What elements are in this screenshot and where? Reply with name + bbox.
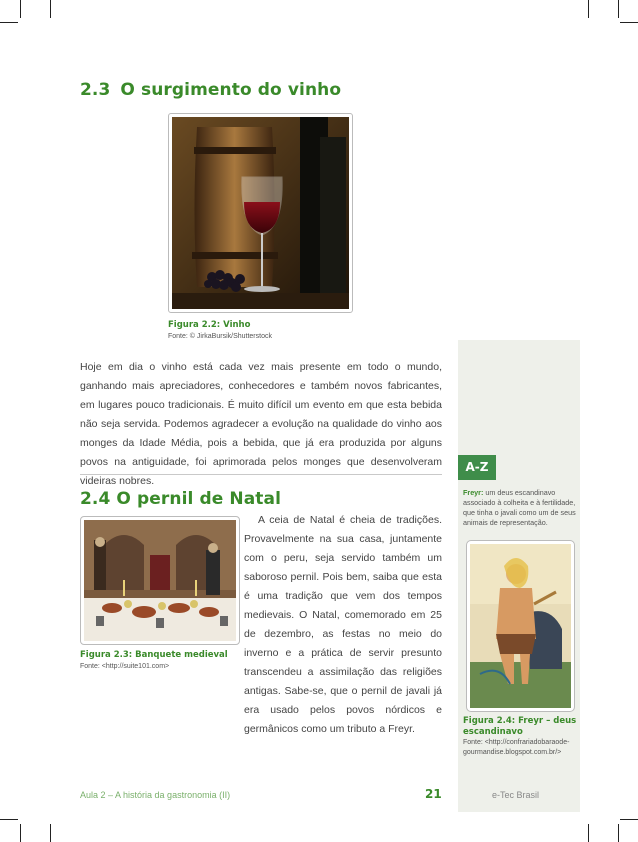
crop-mark	[588, 0, 589, 18]
section-heading-2-3	[80, 80, 341, 100]
paragraph-christmas-ham	[244, 511, 442, 739]
freyr-illustration	[470, 544, 571, 708]
crop-mark	[20, 824, 21, 842]
freyr-illustration-frame	[466, 540, 575, 712]
crop-mark	[620, 22, 638, 23]
footer-chapter: Aula 2 – A história da gastronomia (II)	[80, 790, 231, 800]
wine-photo	[168, 113, 353, 313]
az-badge: A-Z	[458, 455, 496, 480]
figure-label: Figura 2.4: Freyr – deus escandinavo	[463, 716, 577, 737]
figure-label: Figura 2.3: Banquete medieval	[80, 650, 228, 660]
figure-2-2-caption	[168, 320, 272, 342]
section-heading-2-4: 2.4 O pernil de Natal	[80, 489, 282, 509]
figure-source: Fonte: <http://suite101.com>	[80, 663, 170, 670]
crop-mark	[588, 824, 589, 842]
paragraph-wine: Hoje em dia o vinho está cada vez mais presente em todo o mundo, ganhando mais apreciadores, conhecedores e também novos fabricantes, em lugares pouco tradicionais. É muito difícil um evento em que esta bebida não seja servida. Podemos agradecer a evolução na qualidade do vinho aos monges da Idade Média, pois a bebida, que já era produzida por alguns povos na antiguidade, foi aprimorada pelos monges que desenvolveram videiras nobres.	[80, 361, 442, 487]
crop-mark	[618, 824, 619, 842]
crop-mark	[20, 0, 21, 18]
glossary-term: Freyr:	[463, 488, 484, 497]
page-number: 21	[425, 787, 442, 801]
crop-mark	[0, 22, 18, 23]
figure-2-3-caption	[80, 650, 228, 672]
glossary-text: um deus escandinavo associado à colheita e à fertilidade, que tinha o javali como um de seus animais de representação.	[463, 488, 576, 527]
figure-source: Fonte: © JirkaBursik/Shutterstock	[168, 333, 272, 340]
crop-mark	[620, 819, 638, 820]
paragraph-text: A ceia de Natal é cheia de tradições. Provavelmente na sua casa, juntamente com o peru, seja servido também um saboroso pernil. Pois bem, saiba que esta é uma tradição que vem dos tempos medievais. O Natal, comemorado em 25 de dezembro, as festas no meio do inverno e a prática de servir presunto transcendeu a assimilação das religiões antigas. Sabe-se, que o pernil de javali já era usado pelos povos nórdicos e germânicos como um tributo a Freyr.	[244, 514, 442, 735]
figure-2-4-caption	[463, 716, 579, 758]
banquet-photo	[80, 516, 240, 645]
crop-mark	[50, 0, 51, 18]
crop-mark	[50, 824, 51, 842]
figure-source: Fonte: <http://confrariadobaraode-gourmandise.blogspot.com.br/>	[463, 739, 570, 756]
glossary-definition	[463, 488, 577, 528]
section-title: O surgimento do vinho	[120, 80, 342, 100]
crop-mark	[0, 819, 18, 820]
banquet-illustration	[84, 520, 236, 641]
footer-brand: e-Tec Brasil	[492, 790, 540, 800]
figure-label: Figura 2.2: Vinho	[168, 320, 251, 330]
divider	[80, 474, 442, 475]
section-number: 2.3	[80, 80, 111, 100]
wine-illustration	[172, 117, 349, 309]
crop-mark	[618, 0, 619, 18]
